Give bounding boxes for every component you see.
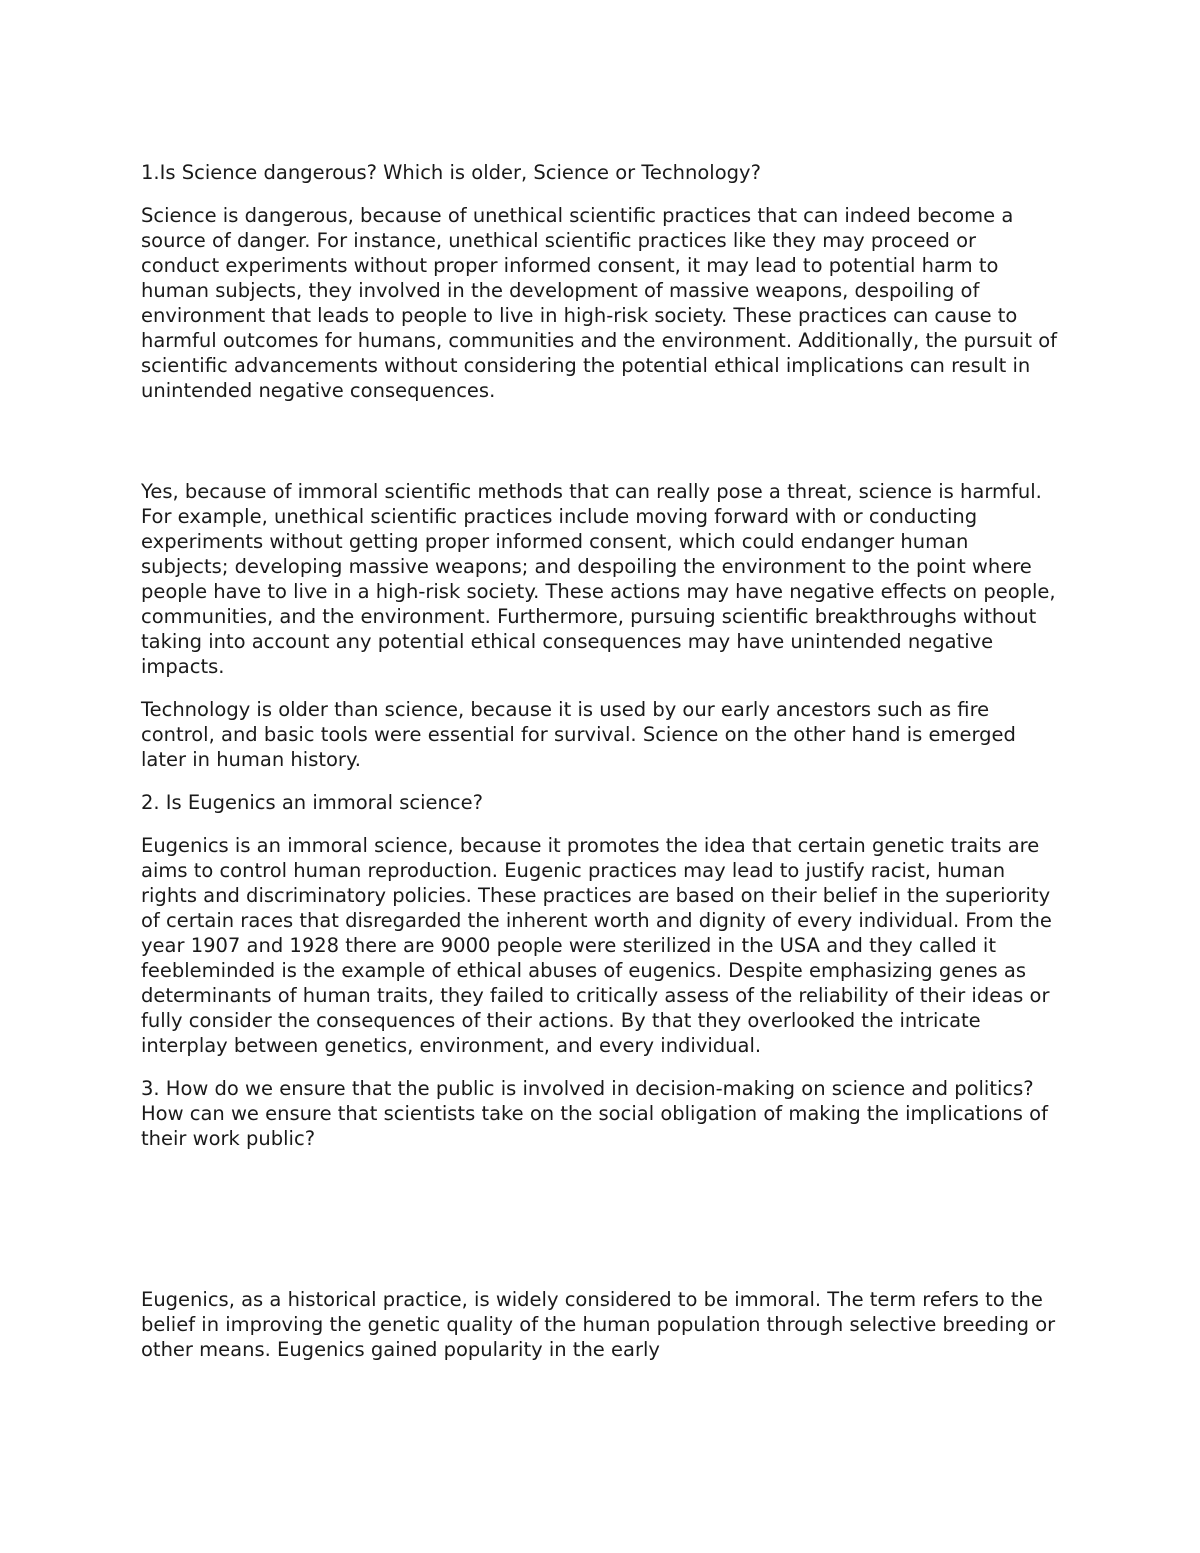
question-3-heading: 3. How do we ensure that the public is involved in decision-making on science and politics? How can we ensure that scientists take on the social obligation of making the implications of their work public? [141,1077,1048,1150]
question-1-answer-paragraph: Technology is older than science, because it is used by our early ancestors such as fire control, and basic tools were essential for survival. Science on the other hand is emerged later in human history. [141,698,1016,771]
question-2-answer-paragraph: Eugenics is an immoral science, because it promotes the idea that certain genetic traits are aims to control human reproduction. Eugenic practices may lead to justify racist, human rights and discriminatory policies. These practices are based on their belief in the superiority of certain races that disregarded the inherent worth and dignity of every individual. From the year 1907 and 1928 there are 9000 people were sterilized in the USA and they called it feebleminded is the example of ethical abuses of eugenics. Despite emphasizing genes as determinants of human traits, they failed to critically assess of the reliability of their ideas or fully consider the consequences of their actions. By that they overlooked the intricate interplay between genetics, environment, and every individual. [141,834,1052,1057]
blank-spacer [141,421,1059,479]
question-1-answer-paragraph: Science is dangerous, because of unethical scientific practices that can indeed become a source of danger. For instance, unethical scientific practices like they may proceed or conduct experiments without proper informed consent, it may lead to potential harm to human subjects, they involved in the development of massive weapons, despoiling of environment that leads to people to live in high-risk society. These practices can cause to harmful outcomes for humans, communities and the environment. Additionally, the pursuit of scientific advancements without considering the potential ethical implications can result in unintended negative consequences. [141,204,1057,402]
question-2-heading: 2. Is Eugenics an immoral science? [141,791,483,814]
blank-spacer [141,1169,1059,1287]
question-1-heading: 1.Is Science dangerous? Which is older, Science or Technology? [141,161,761,184]
question-1-answer-paragraph: Yes, because of immoral scientific methods that can really pose a threat, science is harmful. For example, unethical scientific practices include moving forward with or conducting experiments without getting proper informed consent, which could endanger human subjects; developing massive weapons; and despoiling the environment to the point where people have to live in a high-risk society. These actions may have negative effects on people, communities, and the environment. Furthermore, pursuing scientific breakthroughs without taking into account any potential ethical consequences may have unintended negative impacts. [141,480,1056,678]
question-3-answer-paragraph: Eugenics, as a historical practice, is widely considered to be immoral. The term refers to the belief in improving the genetic quality of the human population through selective breeding or other means. Eugenics gained popularity in the early [141,1288,1056,1361]
document-body [141,160,1059,1380]
